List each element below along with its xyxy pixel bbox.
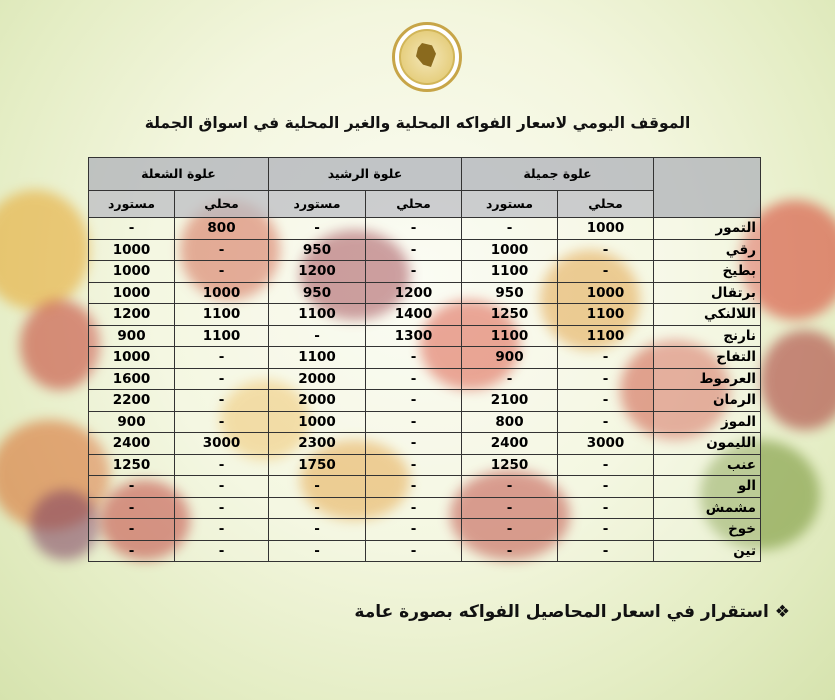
- price-cell: -: [366, 433, 462, 455]
- price-cell: 2000: [269, 390, 366, 412]
- price-cell: -: [175, 239, 269, 261]
- price-cell: 1300: [366, 325, 462, 347]
- price-cell: 1000: [89, 282, 175, 304]
- fruit-name: اللالنكي: [654, 304, 761, 326]
- summary-text: استقرار في اسعار المحاصيل الفواكه بصورة عامة: [354, 602, 769, 622]
- fruit-name: عنب: [654, 454, 761, 476]
- price-cell: -: [175, 476, 269, 498]
- price-cell: 1100: [462, 325, 558, 347]
- price-cell: -: [269, 540, 366, 562]
- price-cell: -: [462, 368, 558, 390]
- price-cell: -: [366, 347, 462, 369]
- price-cell: -: [462, 218, 558, 240]
- fruit-name: خوخ: [654, 519, 761, 541]
- price-cell: -: [366, 497, 462, 519]
- price-cell: -: [558, 454, 654, 476]
- price-cell: -: [366, 519, 462, 541]
- price-cell: 1000: [558, 282, 654, 304]
- price-cell: -: [366, 368, 462, 390]
- price-cell: 1100: [269, 347, 366, 369]
- price-cell: 1100: [558, 304, 654, 326]
- price-cell: -: [89, 519, 175, 541]
- table-row: [89, 454, 761, 476]
- price-cell: -: [558, 519, 654, 541]
- prices-table: [88, 157, 761, 562]
- price-cell: -: [366, 239, 462, 261]
- price-cell: -: [175, 497, 269, 519]
- price-cell: -: [175, 454, 269, 476]
- price-cell: 1200: [269, 261, 366, 283]
- logo-emblem: [399, 29, 455, 85]
- price-cell: 1000: [175, 282, 269, 304]
- price-cell: 2000: [269, 368, 366, 390]
- price-cell: 1100: [462, 261, 558, 283]
- price-cell: -: [89, 540, 175, 562]
- price-cell: 1750: [269, 454, 366, 476]
- price-cell: 800: [175, 218, 269, 240]
- price-cell: -: [558, 347, 654, 369]
- price-cell: 2100: [462, 390, 558, 412]
- price-cell: -: [89, 476, 175, 498]
- price-cell: 900: [89, 325, 175, 347]
- price-cell: 1400: [366, 304, 462, 326]
- fruit-name: نارنج: [654, 325, 761, 347]
- fruit-name: تين: [654, 540, 761, 562]
- price-cell: 1000: [89, 261, 175, 283]
- price-cell: 1000: [89, 239, 175, 261]
- price-cell: -: [269, 476, 366, 498]
- price-cell: -: [462, 497, 558, 519]
- price-cell: -: [462, 540, 558, 562]
- price-cell: -: [558, 239, 654, 261]
- market-header: علوة الرشيد: [269, 158, 462, 191]
- price-cell: -: [175, 368, 269, 390]
- table-row: [89, 540, 761, 562]
- price-cell: 2200: [89, 390, 175, 412]
- table-row: [89, 218, 761, 240]
- fruit-name: الليمون: [654, 433, 761, 455]
- table-body: [89, 218, 761, 562]
- price-cell: 3000: [558, 433, 654, 455]
- price-cell: 1100: [175, 325, 269, 347]
- price-cell: 1000: [89, 347, 175, 369]
- fruit-name: الرمان: [654, 390, 761, 412]
- summary-note: [0, 602, 790, 622]
- table-row: [89, 304, 761, 326]
- price-cell: 2300: [269, 433, 366, 455]
- price-cell: 950: [269, 282, 366, 304]
- price-cell: -: [558, 390, 654, 412]
- price-cell: -: [175, 347, 269, 369]
- header-corner: [654, 158, 761, 218]
- price-cell: -: [558, 476, 654, 498]
- price-cell: 1000: [558, 218, 654, 240]
- price-cell: 1250: [462, 454, 558, 476]
- table-row: [89, 347, 761, 369]
- subheader-imported: مستورد: [89, 191, 175, 218]
- price-cell: 1250: [89, 454, 175, 476]
- subheader-local: محلي: [366, 191, 462, 218]
- price-cell: 1250: [462, 304, 558, 326]
- iraq-map-icon: [416, 43, 436, 67]
- table-row: [89, 261, 761, 283]
- price-cell: -: [558, 411, 654, 433]
- price-cell: -: [558, 261, 654, 283]
- subheader-local: محلي: [558, 191, 654, 218]
- table-row: [89, 497, 761, 519]
- price-cell: 2400: [89, 433, 175, 455]
- price-cell: 1000: [269, 411, 366, 433]
- price-cell: 1100: [558, 325, 654, 347]
- price-cell: -: [269, 325, 366, 347]
- ministry-logo: [392, 22, 462, 92]
- fruit-name: مشمش: [654, 497, 761, 519]
- price-cell: -: [366, 390, 462, 412]
- table-row: [89, 411, 761, 433]
- table-row: [89, 282, 761, 304]
- price-cell: -: [175, 411, 269, 433]
- table-row: [89, 390, 761, 412]
- price-cell: 1200: [366, 282, 462, 304]
- fruit-name: التفاح: [654, 347, 761, 369]
- table-row: [89, 239, 761, 261]
- fruit-name: بطيخ: [654, 261, 761, 283]
- fruit-name: رقي: [654, 239, 761, 261]
- table-row: [89, 433, 761, 455]
- price-cell: -: [366, 454, 462, 476]
- price-cell: 2400: [462, 433, 558, 455]
- price-cell: 1600: [89, 368, 175, 390]
- price-cell: 900: [462, 347, 558, 369]
- price-cell: -: [269, 497, 366, 519]
- bullet-icon: ❖: [774, 602, 790, 622]
- price-cell: 950: [269, 239, 366, 261]
- market-header: علوة الشعلة: [89, 158, 269, 191]
- price-cell: -: [366, 540, 462, 562]
- table-row: [89, 476, 761, 498]
- fruit-name: برتقال: [654, 282, 761, 304]
- page-title: الموقف اليومي لاسعار الفواكه المحلية والغير المحلية في اسواق الجملة: [144, 114, 691, 132]
- price-cell: 1100: [269, 304, 366, 326]
- price-cell: -: [269, 218, 366, 240]
- subheader-imported: مستورد: [269, 191, 366, 218]
- price-cell: -: [175, 390, 269, 412]
- table-row: [89, 368, 761, 390]
- price-cell: -: [558, 368, 654, 390]
- fruit-name: الو: [654, 476, 761, 498]
- price-cell: -: [366, 218, 462, 240]
- price-cell: -: [462, 519, 558, 541]
- price-cell: -: [366, 261, 462, 283]
- price-cell: -: [175, 261, 269, 283]
- table-row: [89, 325, 761, 347]
- fruit-name: الموز: [654, 411, 761, 433]
- price-cell: -: [366, 476, 462, 498]
- subheader-local: محلي: [175, 191, 269, 218]
- price-cell: -: [89, 497, 175, 519]
- price-cell: -: [89, 218, 175, 240]
- price-cell: -: [462, 476, 558, 498]
- table-row: [89, 519, 761, 541]
- price-cell: -: [269, 519, 366, 541]
- subheader-imported: مستورد: [462, 191, 558, 218]
- price-cell: 800: [462, 411, 558, 433]
- fruit-name: التمور: [654, 218, 761, 240]
- price-cell: 1000: [462, 239, 558, 261]
- fruit-name: العرموط: [654, 368, 761, 390]
- price-cell: 1100: [175, 304, 269, 326]
- price-cell: -: [175, 540, 269, 562]
- price-cell: -: [558, 497, 654, 519]
- price-cell: 3000: [175, 433, 269, 455]
- price-cell: -: [558, 540, 654, 562]
- price-cell: -: [175, 519, 269, 541]
- price-cell: 950: [462, 282, 558, 304]
- price-cell: 900: [89, 411, 175, 433]
- market-header: علوة جميلة: [462, 158, 654, 191]
- price-cell: 1200: [89, 304, 175, 326]
- price-cell: -: [366, 411, 462, 433]
